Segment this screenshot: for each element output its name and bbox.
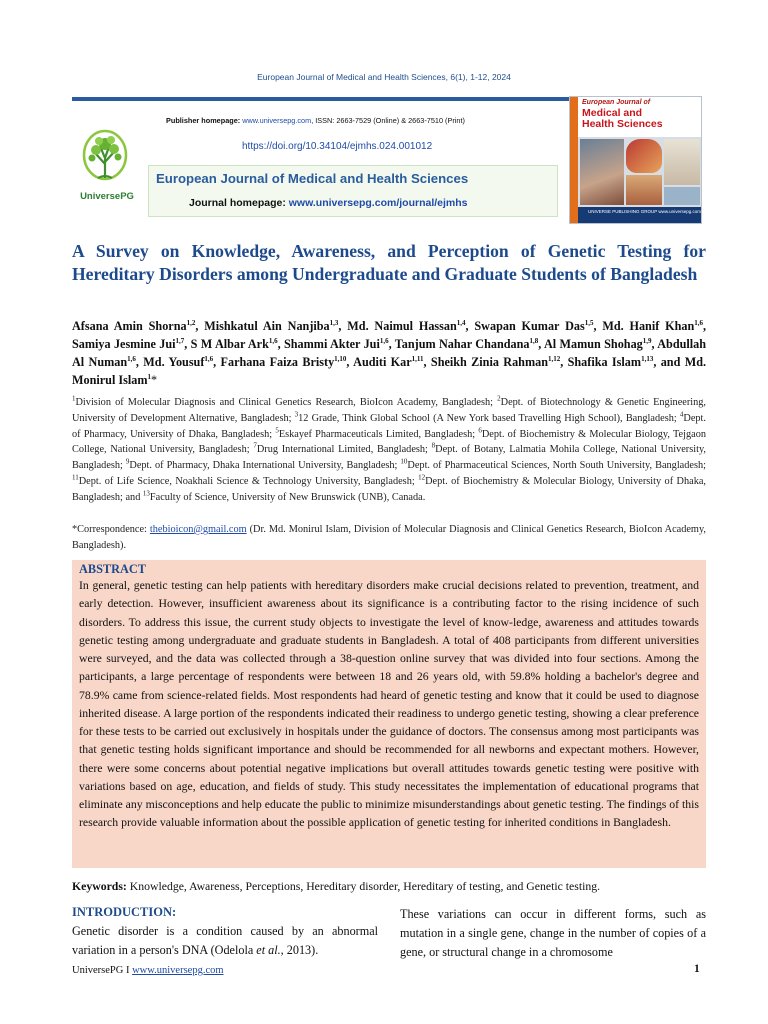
affiliation-number: 6 xyxy=(478,426,482,435)
cover-footer-text: UNIVERSE PUBLISHING GROUP www.universepg.com xyxy=(588,209,701,214)
banner-journal-title: European Journal of Medical and Health Sciences xyxy=(156,171,469,186)
author-affiliation-marker: 1,6 xyxy=(127,354,136,363)
affiliation-text: Faculty of Science, University of New Brunswick (UNB), Canada. xyxy=(149,491,426,503)
introduction-column-right: These variations can occur in different forms, such as mutation in a single gene, change in the number of copies of a gene, or structural change in a chromosome xyxy=(400,907,706,959)
author-name: Mishkatul Ain Nanjiba xyxy=(204,319,330,333)
journal-homepage xyxy=(189,197,468,209)
author xyxy=(395,337,538,351)
author-affiliation-marker: 1,10 xyxy=(334,354,347,363)
affiliation-number: 13 xyxy=(142,489,150,498)
author-name: Auditi Kar xyxy=(353,355,412,369)
affiliation-number: 7 xyxy=(253,441,257,450)
cover-title xyxy=(582,108,663,130)
author xyxy=(204,319,338,333)
issn-text: , ISSN: 2663-7529 (Online) & 2663-7510 (Print) xyxy=(311,116,465,125)
affiliation-text: Dept. of Biochemistry & Molecular Biology, Tejgaon College, National University, Bangladesh; xyxy=(72,428,706,456)
author-affiliation-marker: 1,4 xyxy=(456,318,466,327)
author-name: Tanjum Nahar Chandana xyxy=(394,337,530,351)
author-name: Md. Yousuf xyxy=(143,355,205,369)
author-name: Samiya Jesmine Jui xyxy=(72,337,176,351)
author-affiliation-marker: 1,2 xyxy=(186,318,196,327)
author-name: Afsana Amin Shorna xyxy=(72,319,187,333)
author-affiliation-marker: 1,12 xyxy=(547,354,561,363)
correspondence-email-link[interactable]: thebioicon@gmail.com xyxy=(149,524,247,535)
footer-publisher: UniversePG I xyxy=(72,965,133,976)
intro-left-post: 2013). xyxy=(283,943,319,957)
introduction-column-left xyxy=(72,922,378,960)
author xyxy=(431,355,560,369)
affiliation-text: Dept. of Life Science, Noakhali Science & Technology University, Bangladesh; xyxy=(78,475,419,487)
affiliation-text: Dept. of Biochemistry & Molecular Biology, University of Dhaka, Bangladesh; and xyxy=(72,475,706,503)
affiliation-text: Dept. of Pharmacy, University of Dhaka, Bangladesh; xyxy=(72,412,706,440)
author-affiliation-marker: 1,3 xyxy=(329,318,339,327)
journal-homepage-link[interactable]: www.universepg.com/journal/ejmhs xyxy=(288,197,468,209)
author-name: Md. Naimul Hassan xyxy=(347,319,457,333)
cover-side-stripe xyxy=(570,97,578,223)
author xyxy=(474,319,593,333)
correspondence-label: *Correspondence: xyxy=(72,524,150,535)
cover-title-line2: Health Sciences xyxy=(582,118,663,130)
affiliation-text: Dept. of Pharmaceutical Sciences, North South University, Bangladesh; xyxy=(407,460,706,472)
author xyxy=(284,337,389,351)
author xyxy=(221,355,347,369)
author xyxy=(347,319,465,333)
affiliation-text: Dept. of Biotechnology & Genetic Engineering, University of Development Alternative, Bangladesh; xyxy=(72,397,707,424)
correspondence xyxy=(72,522,706,554)
publisher-line xyxy=(166,116,465,125)
page-footer xyxy=(72,965,224,976)
affiliation-text: Dept. of Pharmacy, Dhaka International University, Bangladesh; xyxy=(129,460,401,472)
author xyxy=(602,319,703,333)
affiliation-number: 4 xyxy=(679,410,684,419)
author xyxy=(568,355,654,369)
running-header: European Journal of Medical and Health Sciences, 6(1), 1-12, 2024 xyxy=(257,72,511,82)
author-name: Md. Hanif Khan xyxy=(602,319,695,333)
affiliation-text: Division of Molecular Diagnosis and Clinical Genetics Research, BioIcon Academy, Bangladesh; xyxy=(75,397,498,408)
author-name: Shafika Islam xyxy=(567,355,642,369)
journal-homepage-label: Journal homepage: xyxy=(189,197,289,209)
affiliation-text: Drug International Limited, Bangladesh; xyxy=(256,444,432,456)
publisher-label: Publisher homepage: xyxy=(166,116,243,125)
author-name: Sheikh Zinia Rahman xyxy=(430,355,548,369)
author xyxy=(191,337,278,351)
affiliation-text: Eskayef Pharmaceuticals Limited, Bangladesh; xyxy=(278,428,479,440)
author-affiliation-marker: 1,6 xyxy=(204,354,214,363)
author-affiliation-marker: 1,5 xyxy=(584,318,594,327)
paper-title: A Survey on Knowledge, Awareness, and Perception of Genetic Testing for Hereditary Disorders among Undergraduate and Graduate Students of Bangladesh xyxy=(72,241,706,284)
author xyxy=(72,337,184,351)
author-name: Shammi Akter Jui xyxy=(284,337,380,351)
author-affiliation-marker: 1,6 xyxy=(379,336,389,345)
affiliation-number: 12 xyxy=(418,473,426,482)
affiliation-number: 1 xyxy=(72,394,76,403)
affiliation-number: 10 xyxy=(400,457,408,466)
abstract-text: In general, genetic testing can help patients with hereditary disorders make crucial decisions related to prevention, treatment, and early detection. However, insufficient awareness about its significance is a contributing factor to the rising incidence of such disorders. To address this issue, the current study objects to investigate the level of know-ledge, awareness and attitudes towards genetic testing among undergraduate and graduate students in Bangladesh. A total of 408 participants from different universities were surveyed, and the data was collected through a 38-question online survey that was divided into four sections. Among the participants, a large percentage of respondents were between 18 and 26 years old, with 59.8% holding a bachelor's degree and 78.9% came from science-related fields. Most respondents had heard of genetic testing and know that it could be used to diagnose inherited disease. A large portion of the respondents indicated their readiness to undergo genetic testing, showing a clear preference for these tests to be carried out exclusively in hospitals under the guidance of doctors. The consensus among most participants was that genetic testing holds significant importance and should be recommended for all newborns and expectant mothers. However, there were some concerns about potential negative implications but overall attitudes towards genetic testing were positive with variations based on age, education, and fields of study. This study necessitates the implementation of educational programs that eliminate any misconceptions and help educate the public to minimize misunderstandings about genetic testing. The findings of this research provide valuable information about the possible application of genetic testing for inherited conditions in Bangladesh. xyxy=(79,579,699,830)
author-affiliation-marker: 1,6 xyxy=(694,318,703,327)
author-list: Afsana Amin Shorna$^{1,2}$, Mishkatul Ain Nanjiba$^{1,3}$, Md. Naimul Hassan$^{1,4}$, Swapan Kumar Das$^{1,5}$, Md. Hanif Khan$^{1,6}$, Samiya Jesmine Jui$^{1,7}$, S M Albar Ark$^{1,6}$, Shammi Akter Jui$^{1,6}$, Tanjum Nahar Chandana$^{1,8}$, Al Mamun Shohag$^{1,9}$, Abdullah Al Numan$^{1,6}$, Md. Yousuf$^{1,6}$, Farhana Faiza Bristy$^{1,10}$, Auditi Kar$^{1,11}$, Sheikh Zinia Rahman$^{1,12}$, Shafika Islam$^{1,13}$, and Md. Monirul Islam$^1$* xyxy=(72,318,707,387)
keywords xyxy=(72,880,706,893)
abstract-heading: ABSTRACT xyxy=(79,562,146,576)
footer-link[interactable]: www.universepg.com xyxy=(132,965,224,976)
logo-wordmark: UniversePG xyxy=(80,191,134,202)
cover-photo-cells xyxy=(664,187,700,205)
correspondence-details: (Dr. Md. Monirul Islam, Division of Molecular Diagnosis and Clinical Genetics Research, BioIcon Academy, Bangladesh). xyxy=(72,524,706,551)
author xyxy=(143,355,213,369)
keywords-list: Knowledge, Awareness, Perceptions, Hereditary disorder, Hereditary of testing, and Genetic testing. xyxy=(126,880,601,893)
introduction-heading: INTRODUCTION: xyxy=(72,905,177,919)
affiliation-number: 9 xyxy=(125,457,130,466)
author xyxy=(544,337,652,351)
cover-photo-face xyxy=(580,139,624,205)
author-affiliation-marker: 1,13 xyxy=(641,354,654,363)
keywords-label: Keywords: xyxy=(72,880,127,893)
author-affiliation-marker: 1,8 xyxy=(529,336,539,345)
doi-link[interactable]: https://doi.org/10.34104/ejmhs.024.001012 xyxy=(242,141,433,152)
cover-photo-skeleton xyxy=(664,139,700,185)
cover-title-line1: Medical and xyxy=(582,107,643,119)
author-name: Md. Monirul Islam xyxy=(72,355,707,387)
cover-photo-heart xyxy=(626,139,662,173)
affiliation-number: 2 xyxy=(497,394,501,403)
affiliations xyxy=(72,395,706,506)
author-affiliation-marker: 1,6 xyxy=(268,336,278,345)
affiliation-text: Dept. of Botany, Lalmatia Mohila College, National University, Bangladesh; xyxy=(72,444,706,472)
author-name: Al Mamun Shohag xyxy=(543,337,643,351)
intro-left-etal: et al., xyxy=(256,943,284,957)
cover-photo-organs xyxy=(626,175,662,205)
page-number: 1 xyxy=(694,963,700,975)
author xyxy=(72,319,195,333)
affiliation-number: 3 xyxy=(294,410,299,419)
author-name: Abdullah Al Numan xyxy=(72,337,707,369)
affiliation-text: 12 Grade, Think Global School (A New York based Travelling High School), Bangladesh; xyxy=(298,412,680,424)
publisher-link[interactable]: www.universepg.com xyxy=(242,116,312,125)
author-affiliation-marker: 1 xyxy=(147,372,151,381)
intro-left-pre: Genetic disorder is a condition caused by an abnormal variation in a person's DNA (Odelola xyxy=(72,924,378,957)
author-name: Farhana Faiza Bristy xyxy=(220,355,335,369)
affiliation-number: 5 xyxy=(275,426,279,435)
cover-journal-small: European Journal of xyxy=(582,99,651,106)
author-name: Swapan Kumar Das xyxy=(474,319,585,333)
corresponding-marker: * xyxy=(151,373,158,387)
author-affiliation-marker: 1,7 xyxy=(175,336,185,345)
journal-cover-image xyxy=(569,96,702,224)
author-affiliation-marker: 1,9 xyxy=(642,336,652,345)
affiliation-number: 8 xyxy=(431,441,436,450)
affiliation-number: 11 xyxy=(72,473,79,482)
author-name: S M Albar Ark xyxy=(190,337,269,351)
author xyxy=(353,355,423,369)
author-affiliation-marker: 1,11 xyxy=(411,354,424,363)
